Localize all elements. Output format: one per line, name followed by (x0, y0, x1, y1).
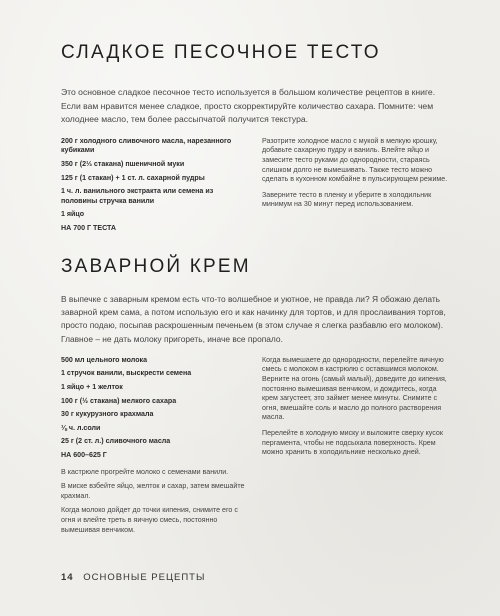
yield-label: НА 700 Г ТЕСТА (61, 223, 117, 232)
ingredient-item: ⅛ ч. л.соли (61, 423, 101, 432)
ingredient-item: 200 г холодного сливочного масла, нарезанного кубиками (61, 136, 232, 155)
method-steps (262, 137, 451, 216)
section-title: СЛАДКОЕ ПЕСОЧНОЕ ТЕСТО (61, 42, 381, 63)
page-footer (61, 572, 205, 583)
method-step: Разотрите холодное масло с мукой в мелкую крошку, добавьте сахарную пудру и ваниль. Влейте яйцо и замесите тесто руками до однородности, стараясь слишком долго не вымешивать. Также тесто можно сделать в кухонном комбайне в пульсирующем режиме. (262, 136, 448, 184)
section-title: ЗАВАРНОЙ КРЕМ (61, 256, 251, 277)
method-step: Перелейте в холодную миску и выложите сверху кусок пергамента, чтобы не подсыхала поверхность. Крем можно хранить в холодильнике несколько дней. (262, 428, 443, 457)
shortcrust-pastry-section (61, 42, 451, 232)
ingredient-item: 25 г (2 ст. л.) сливочного масла (61, 437, 171, 446)
method-step: Когда молоко дойдет до точки кипения, снимите его с огня и влейте треть в яичную смесь, постоянно вымешивая венчиком. (61, 506, 238, 534)
running-section-name: ОСНОВНЫЕ РЕЦЕПТЫ (83, 572, 206, 583)
section-intro: Это основное сладкое песочное тесто используется в большом количестве рецептов в книге. Если вам нравится менее сладкое, просто скорректируйте количество сахара. Помните: чем холоднее масло, тем более рассыпчатой получится текстура. (61, 87, 436, 125)
method-step: В кастрюле прогрейте молоко с семенами ванили. (61, 467, 229, 476)
ingredient-item: 30 г кукурузного крахмала (61, 410, 154, 419)
ingredients-list (61, 137, 251, 238)
ingredient-item: 500 мл цельного молока (61, 355, 148, 364)
ingredient-item: 1 ч. л. ванильного экстракта или семена из половины стручка ванили (61, 187, 214, 205)
ingredient-item: 1 яйцо (61, 210, 85, 219)
ingredient-item: 1 стручок ванили, выскрести семена (61, 369, 192, 378)
method-steps (262, 356, 451, 464)
ingredient-item: 100 г (½ стакана) мелкого сахара (61, 396, 177, 405)
method-step: В миске взбейте яйцо, желток и сахар, затем вмешайте крахмал. (61, 482, 245, 500)
ingredient-item: 1 яйцо + 1 желток (61, 383, 123, 391)
method-step: Заверните тесто в пленку и уберите в холодильник минимум на 30 минут перед использованием. (262, 190, 432, 209)
ingredient-item: 350 г (2⅓ стакана) пшеничной муки (61, 159, 185, 168)
section-intro: В выпечке с заварным кремом есть что-то волшебное и уютное, не правда ли? Я обожаю делать заварной крем сама, а потом использую его и как начинку для тортов, и для прослаивания тортов, просто подаю, посыпав раскрошенным печеньем (в этом случае я слегка разбавлю его молоком). Главное – не дать молоку пригореть, иначе все пропало. (61, 294, 446, 344)
ingredients-and-steps (61, 356, 251, 540)
custard-section (61, 256, 451, 534)
method-step: Когда вымешаете до однородности, перелейте яичную смесь с молоком в кастрюлю с оставшимся молоком. Верните на огонь (самый малый), доведите до кипения, постоянно вымешивая венчиком, и дождитесь, когда крем загустеет, это займет менее минуты. Снимите с огня, вмешайте соль и масло до полного растворения масла. (262, 355, 447, 422)
page-number: 14 (61, 572, 74, 583)
ingredient-item: 125 г (1 стакан) + 1 ст. л. сахарной пудры (61, 173, 205, 182)
yield-label: НА 600–625 Г (61, 450, 107, 459)
